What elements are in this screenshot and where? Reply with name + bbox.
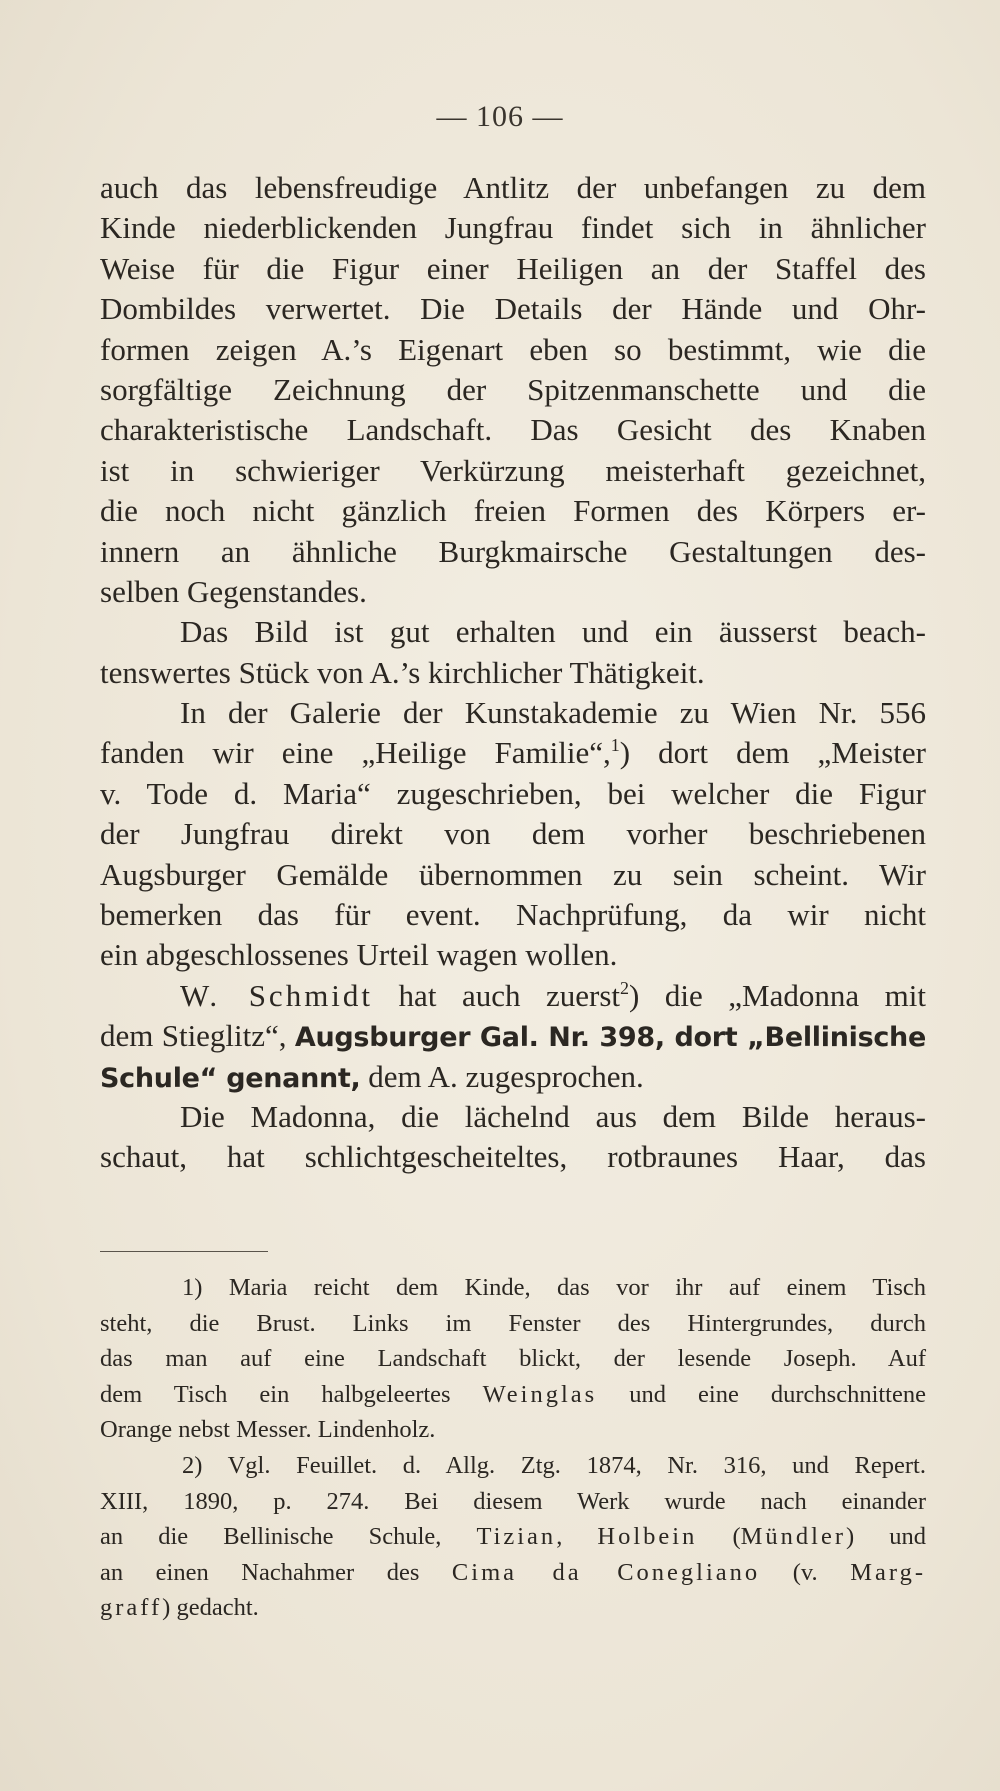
bold-segment: Augsburger Gal. Nr. 398, dort „Bellinische [294,1022,926,1054]
text-line: Kinde niederblickenden Jungfrau findet sich in ähnlicher [100,210,926,246]
footnote-line: das man auf eine Landschaft blickt, der lesende Joseph. Auf [100,1345,926,1373]
footnote-line [100,1519,926,1555]
footnote-line [100,1555,926,1591]
text-segment: ) die „Madonna mit [629,977,926,1013]
spaced-name: Tizian [476,1523,557,1551]
spaced-name: Holbein [597,1523,698,1551]
footnote-line [100,1377,926,1413]
text-line: Weise für die Figur einer Heiligen an der Staffel des [100,250,926,286]
footnotes [100,1270,926,1626]
text-line: ein abgeschlossenes Urteil wagen wollen. [100,937,618,973]
text-line: ist in schwieriger Verkürzung meisterhaft gezeichnet, [100,452,926,488]
footnote-line: Orange nebst Messer. Lindenholz. [100,1416,436,1444]
text-line: der Jungfrau direkt von dem vorher beschriebenen [100,816,926,852]
text-segment: an einen Nachahmer des [100,1558,452,1586]
footnote-line: 1) Maria reicht dem Kinde, das vor ihr auf einem Tisch [182,1274,926,1301]
bold-segment: Schule“ genannt, [100,1062,361,1094]
text-line: schaut, hat schlichtgescheiteltes, rotbraunes Haar, das [100,1139,926,1175]
text-line: bemerken das für event. Nachprüfung, da wir nicht [100,897,926,933]
text-segment: dem Stieglitz“, [100,1018,295,1054]
spaced-name: Cima da Conegliano [451,1558,761,1586]
text-segment: dem A. zugesprochen. [360,1058,644,1094]
text-line: In der Galerie der Kunstakademie zu Wien Nr. 556 [180,695,926,731]
footnote-line: steht, die Brust. Links im Fenster des Hintergrundes, durch [100,1309,926,1337]
text-line: selben Gegenstandes. [100,573,367,609]
text-segment: an die Bellinische Schule, [100,1523,477,1551]
text-line [100,733,926,773]
text-segment: (v. [760,1558,851,1586]
text-line: formen zeigen A.’s Eigenart eben so bestimmt, wie die [100,331,926,367]
text-segment: ( [697,1523,741,1551]
text-segment: ) und [845,1523,926,1551]
text-line: die noch nicht gänzlich freien Formen des Körpers er- [100,493,926,529]
footnote-line [100,1590,926,1626]
text-line: Augsburger Gemälde übernommen zu sein scheint. Wir [100,856,926,892]
spaced-word: Weinglas [482,1380,598,1408]
text-line: Das Bild ist gut erhalten und ein äusserst beach- [180,614,926,650]
body-text [100,168,926,1178]
spaced-name: Marg- [850,1558,926,1586]
text-line [100,1016,926,1056]
text-segment: ) dort dem „Meister [619,735,926,771]
spaced-name: Mündler [740,1523,846,1551]
text-line: sorgfältige Zeichnung der Spitzenmanschette und die [100,371,926,407]
footnote-divider [100,1251,268,1252]
text-line: Dombildes verwertet. Die Details der Hände und Ohr- [100,291,926,327]
text-segment: fanden wir eine „Heilige Familie“, [100,735,611,771]
footnote-ref: 1 [610,735,620,756]
text-line: Die Madonna, die lächelnd aus dem Bilde heraus- [180,1098,926,1134]
text-line: charakteristische Landschaft. Das Gesicht des Knaben [100,412,926,448]
text-segment: ) gedacht. [162,1594,259,1622]
author-name: W. Schmidt [180,977,374,1013]
text-line: v. Tode d. Maria“ zugeschrieben, bei welcher die Figur [100,775,926,811]
text-line [100,976,926,1016]
spaced-name: graff [100,1594,163,1622]
text-segment: dem Tisch ein halbgeleertes [100,1380,483,1408]
footnote-ref: 2 [620,977,630,998]
text-line: auch das lebensfreudige Antlitz der unbefangen zu dem [100,170,926,205]
text-line [100,1057,926,1097]
text-segment: und eine durchschnittene [597,1380,926,1408]
text-line: tenswertes Stück von A.’s kirchlicher Thätigkeit. [100,654,705,690]
text-line: innern an ähnliche Burgkmairsche Gestaltungen des- [100,533,926,569]
footnote-line: 2) Vgl. Feuillet. d. Allg. Ztg. 1874, Nr. 316, und Repert. [182,1451,926,1479]
page-number: — 106 — [436,100,564,133]
text-segment: , [556,1523,598,1551]
text-segment: hat auch zuerst [373,977,621,1013]
footnote-line: XIII, 1890, p. 274. Bei diesem Werk wurde nach einander [100,1487,926,1515]
